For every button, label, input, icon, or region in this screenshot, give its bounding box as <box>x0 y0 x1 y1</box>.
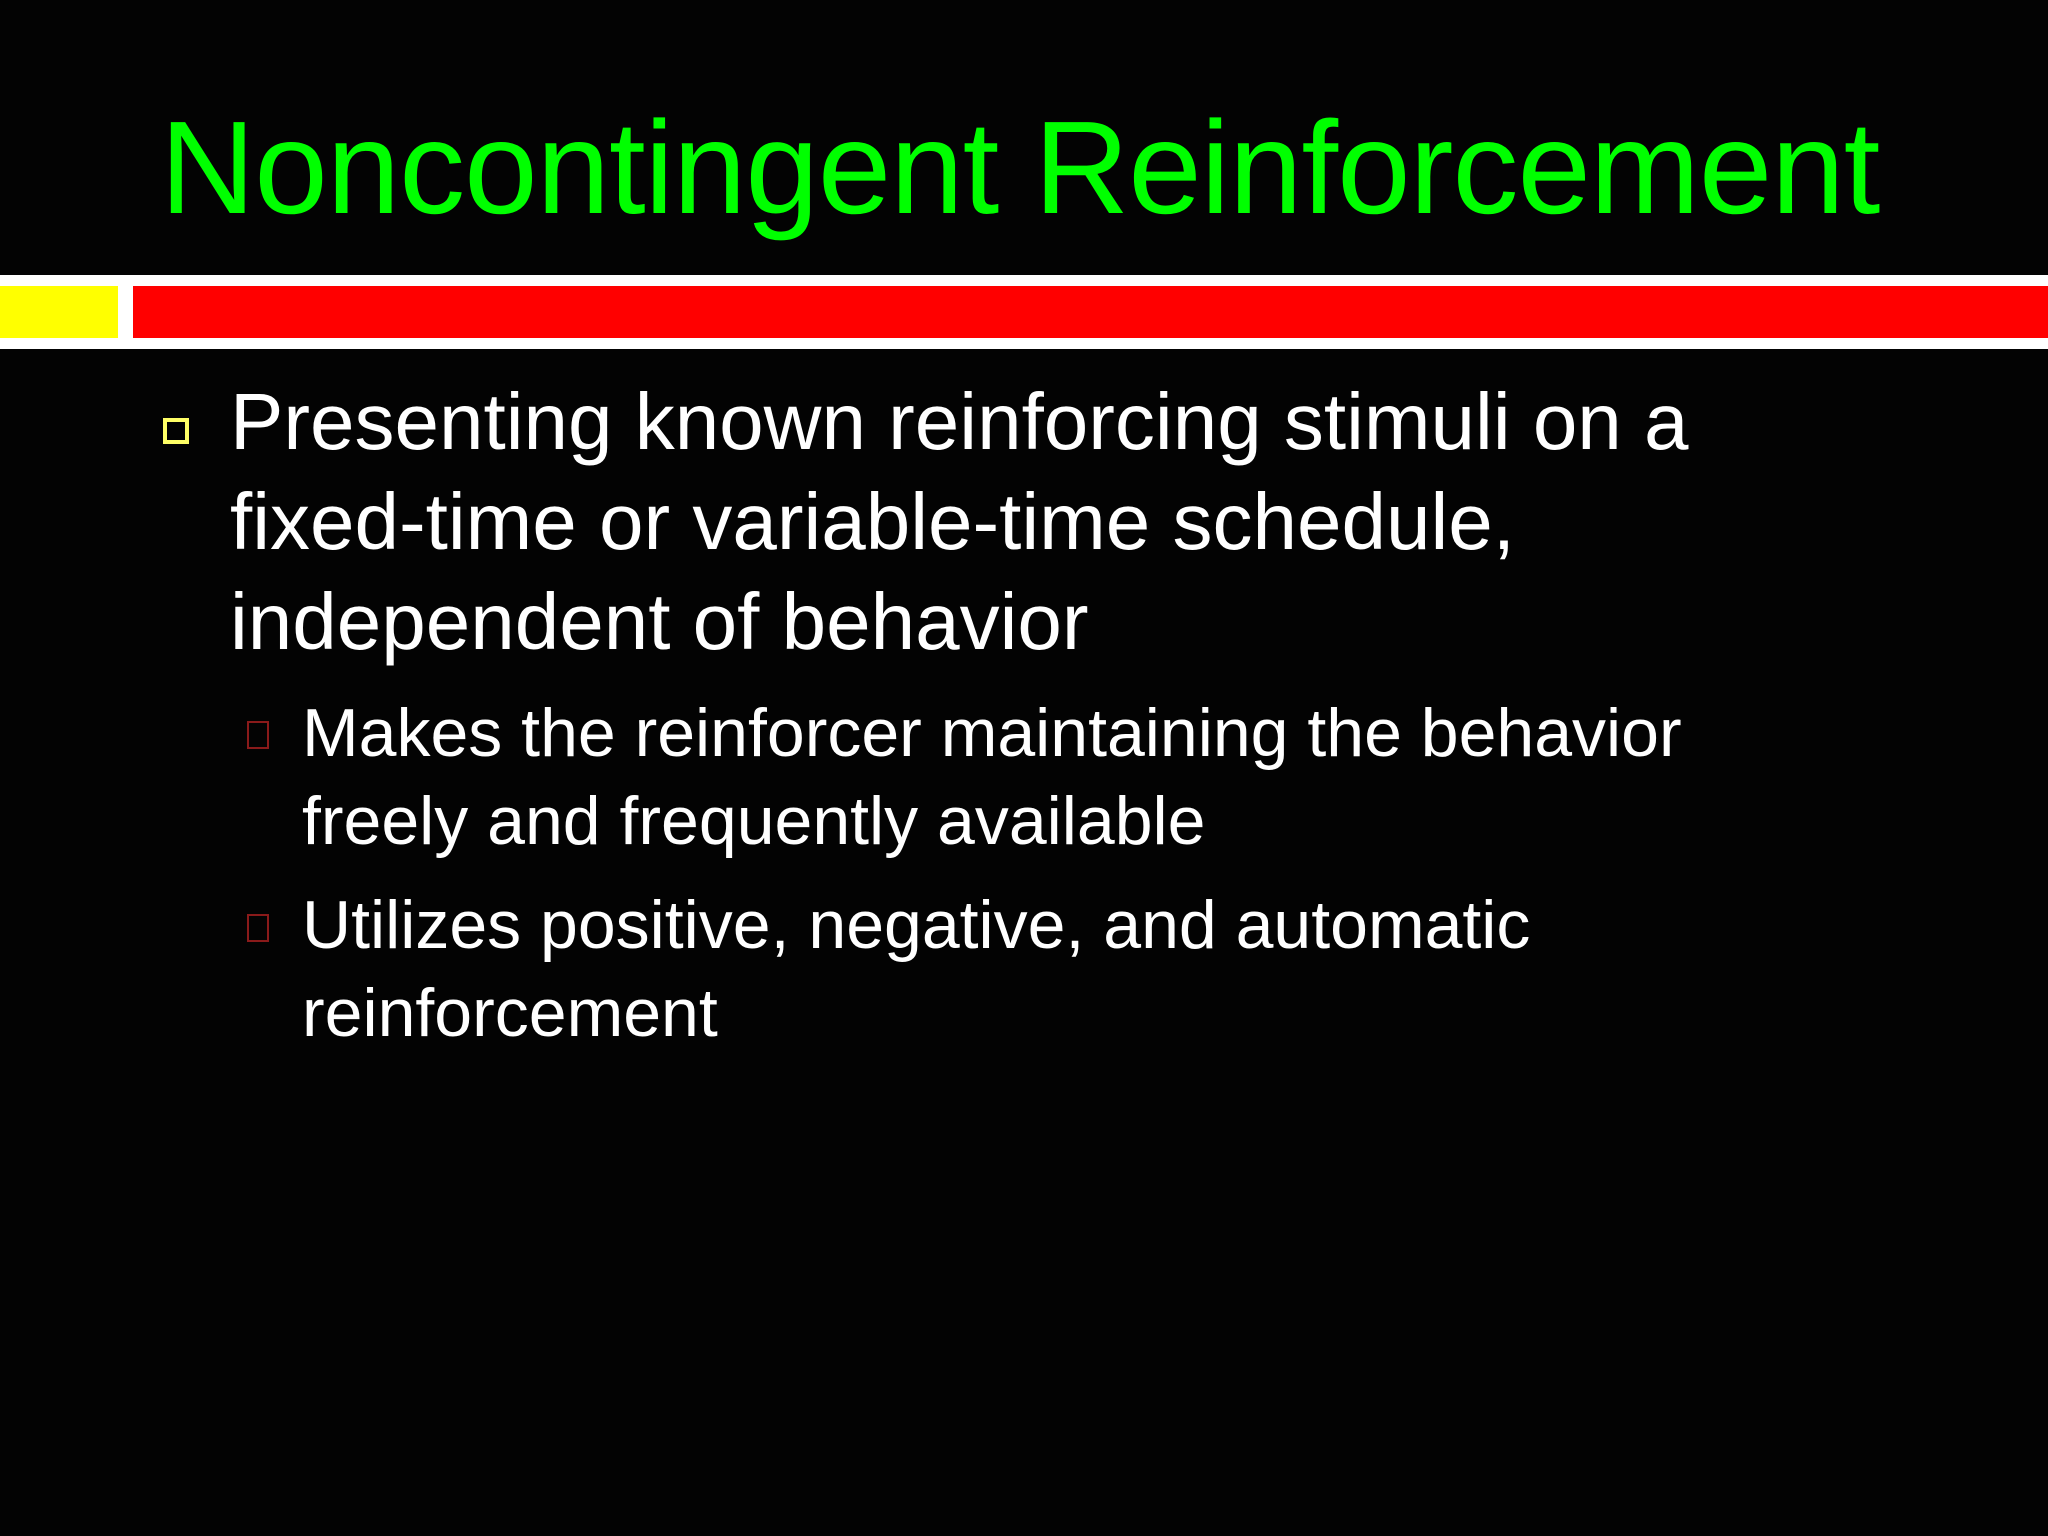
sub-bullet-icon <box>247 721 269 749</box>
title-divider-bar <box>0 275 2048 349</box>
sub-bullet-icon <box>247 914 269 942</box>
square-bullet-icon <box>163 418 189 444</box>
divider-red-block <box>133 286 2048 338</box>
sub-bullet-text: Makes the reinforcer maintaining the behavior freely and frequently available <box>302 695 1682 859</box>
sub-bullet-text: Utilizes positive, negative, and automatic reinforcement <box>302 887 1531 1051</box>
bullet-text: Presenting known reinforcing stimuli on a fixed-time or variable-time schedule, independent of behavior <box>230 377 1689 666</box>
divider-yellow-block <box>0 286 118 338</box>
slide-title: Noncontingent Reinforcement <box>160 94 1880 241</box>
